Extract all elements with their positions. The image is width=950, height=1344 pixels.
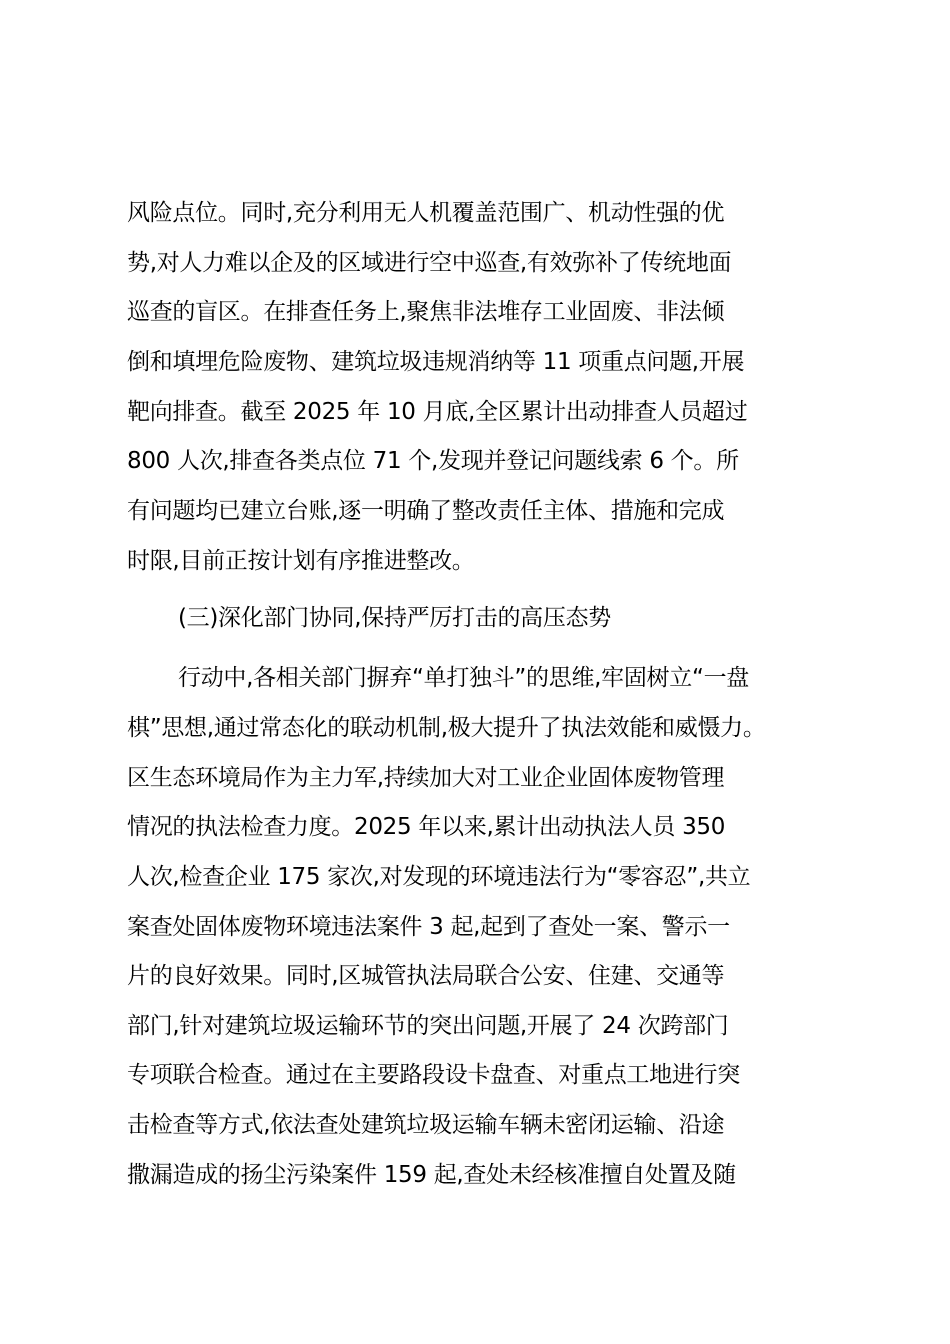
body-text-line: 巡查的盲区。在排查任务上,聚焦非法堆存工业固废、非法倾 — [127, 299, 725, 325]
body-text-line: 专项联合检查。通过在主要路段设卡盘查、对重点工地进行突 — [127, 1062, 740, 1088]
body-text-line: 倒和填埋危险废物、建筑垃圾违规消纳等 11 项重点问题,开展 — [127, 349, 745, 375]
body-text-line: 部门,针对建筑垃圾运输环节的突出问题,开展了 24 次跨部门 — [127, 1013, 729, 1039]
body-text-line: 靶向排查。截至 2025 年 10 月底,全区累计出动排查人员超过 — [127, 399, 748, 425]
body-text-line: 案查处固体废物环境违法案件 3 起,起到了查处一案、警示一 — [127, 914, 730, 940]
body-text-line: 击检查等方式,依法查处建筑垃圾运输车辆未密闭运输、沿途 — [127, 1112, 725, 1138]
body-text-line: 800 人次,排查各类点位 71 个,发现并登记问题线索 6 个。所 — [127, 448, 739, 474]
body-text-line: 片的良好效果。同时,区城管执法局联合公安、住建、交通等 — [127, 963, 725, 989]
body-text-line: 棋”思想,通过常态化的联动机制,极大提升了执法效能和威慑力。 — [127, 715, 766, 741]
body-text-line: 撒漏造成的扬尘污染案件 159 起,查处未经核准擅自处置及随 — [127, 1162, 736, 1188]
body-text-line: 区生态环境局作为主力军,持续加大对工业企业固体废物管理 — [127, 765, 725, 791]
body-text-line: 势,对人力难以企及的区域进行空中巡查,有效弥补了传统地面 — [127, 250, 732, 276]
body-text-line: 人次,检查企业 175 家次,对发现的环境违法行为“零容忍”,共立 — [127, 864, 751, 890]
body-text-line: 时限,目前正按计划有序推进整改。 — [127, 548, 475, 574]
body-text-line: 有问题均已建立台账,逐一明确了整改责任主体、措施和完成 — [127, 498, 725, 524]
section-heading: (三)深化部门协同,保持严厉打击的高压态势 — [178, 605, 611, 631]
body-text-line: 情况的执法检查力度。2025 年以来,累计出动执法人员 350 — [127, 814, 726, 840]
body-text-line: 风险点位。同时,充分利用无人机覆盖范围广、机动性强的优 — [127, 200, 725, 226]
body-text-line: 行动中,各相关部门摒弃“单打独斗”的思维,牢固树立“一盘 — [178, 665, 749, 691]
